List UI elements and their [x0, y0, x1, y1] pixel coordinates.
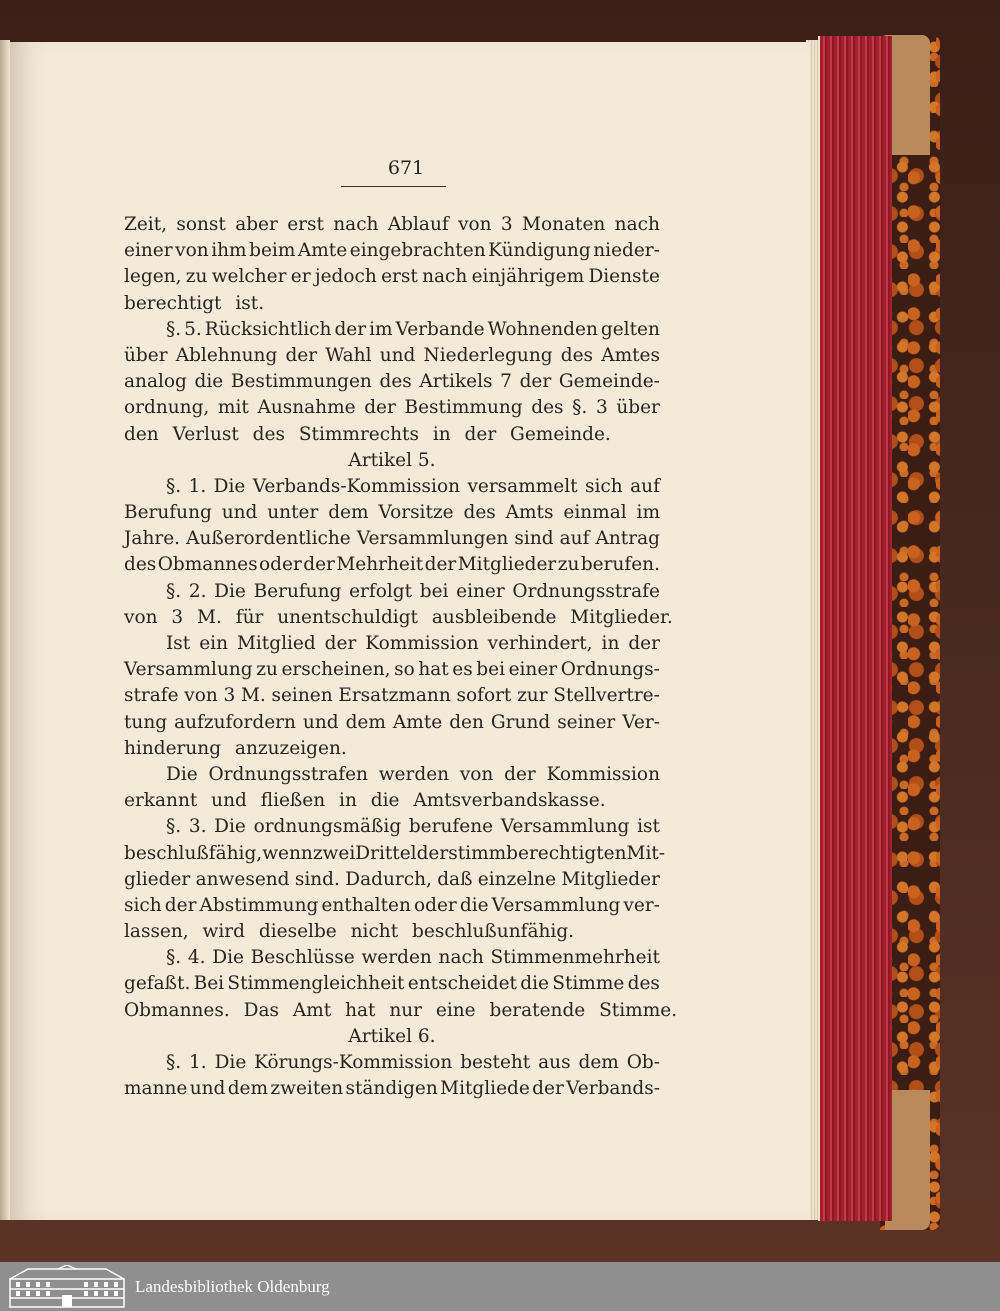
text-line: einer von ihm beim Amte eingebrachten Kündigung nieder- [124, 240, 660, 262]
text-line: Berufung und unter dem Vorsitze des Amts einmal im [124, 502, 660, 524]
text-line: Artikel 5. [348, 449, 436, 471]
library-name: Landesbibliothek Oldenburg [135, 1277, 330, 1296]
text-line: glieder anwesend sind. Dadurch, daß einzelne Mitglieder [124, 868, 660, 890]
text-line: beschlußfähig, wenn zwei Drittel der stimmberechtigten Mit- [124, 842, 666, 864]
text-line: manne und dem zweiten ständigen Mitgliede der Verbands- [124, 1078, 660, 1100]
text-line: §. 1. Die Verbands-Kommission versammelt sich auf [166, 475, 660, 497]
text-line: legen, zu welcher er jedoch erst nach einjährigem Dienste [124, 266, 660, 288]
text-line: analog die Bestimmungen des Artikels 7 der Gemeinde- [124, 371, 660, 393]
text-line: lassen, wird dieselbe nicht beschlußunfähig. [124, 921, 575, 943]
text-line: Die Ordnungsstrafen werden von der Kommission [166, 763, 660, 785]
text-line: den Verlust des Stimmrechts in der Gemeinde. [124, 423, 611, 445]
page-number: 671 [387, 157, 425, 179]
text-line: über Ablehnung der Wahl und Niederlegung des Amtes [124, 344, 660, 366]
text-line: tung aufzufordern und dem Amte den Grund seiner Ver- [124, 711, 660, 733]
text-line: strafe von 3 M. seinen Ersatzmann sofort zur Stellvertre- [124, 685, 660, 707]
text-line: hinderung anzuzeigen. [124, 737, 347, 759]
text-line: Artikel 6. [348, 1025, 436, 1047]
text-line: Obmannes. Das Amt hat nur eine beratende Stimme. [124, 999, 678, 1021]
text-line: Versammlung zu erscheinen, so hat es bei einer Ordnungs- [124, 659, 660, 681]
text-line: §. 2. Die Berufung erfolgt bei einer Ordnungsstrafe [166, 580, 660, 602]
text-line: des Obmannes oder der Mehrheit der Mitglieder zu berufen. [124, 554, 660, 576]
text-line: sich der Abstimmung enthalten oder die Versammlung ver- [124, 894, 660, 916]
library-footer [0, 1262, 1000, 1311]
book-page [6, 42, 810, 1220]
text-line: §. 3. Die ordnungsmäßig berufene Versammlung ist [166, 816, 660, 838]
text-line: §. 1. Die Körungs-Kommission besteht aus dem Ob- [166, 1052, 660, 1073]
text-line: gefaßt. Bei Stimmengleichheit entscheidet die Stimme des [124, 973, 660, 995]
text-line: Zeit, sonst aber erst nach Ablauf von 3 Monaten nach [124, 214, 660, 235]
page-text [124, 212, 678, 1102]
gutter-shadow [0, 40, 10, 1220]
text-line: §. 4. Die Beschlüsse werden nach Stimmenmehrheit [166, 947, 660, 969]
text-line: §. 5. Rücksichtlich der im Verbande Wohnenden gelten [166, 318, 660, 340]
red-page-edges [818, 36, 892, 1221]
library-building-icon [8, 1265, 126, 1309]
text-line: von 3 M. für unentschuldigt ausbleibende Mitglieder. [124, 606, 673, 628]
text-line: Jahre. Außerordentliche Versammlungen sind auf Antrag [124, 528, 660, 550]
text-line: Ist ein Mitglied der Kommission verhindert, in der [166, 633, 660, 654]
page-number-rule [341, 186, 446, 187]
text-line: erkannt und fließen in die Amtsverbandskasse. [124, 790, 606, 812]
text-line: ordnung, mit Ausnahme der Bestimmung des §. 3 über [124, 397, 660, 419]
text-line: berechtigt ist. [124, 292, 265, 314]
